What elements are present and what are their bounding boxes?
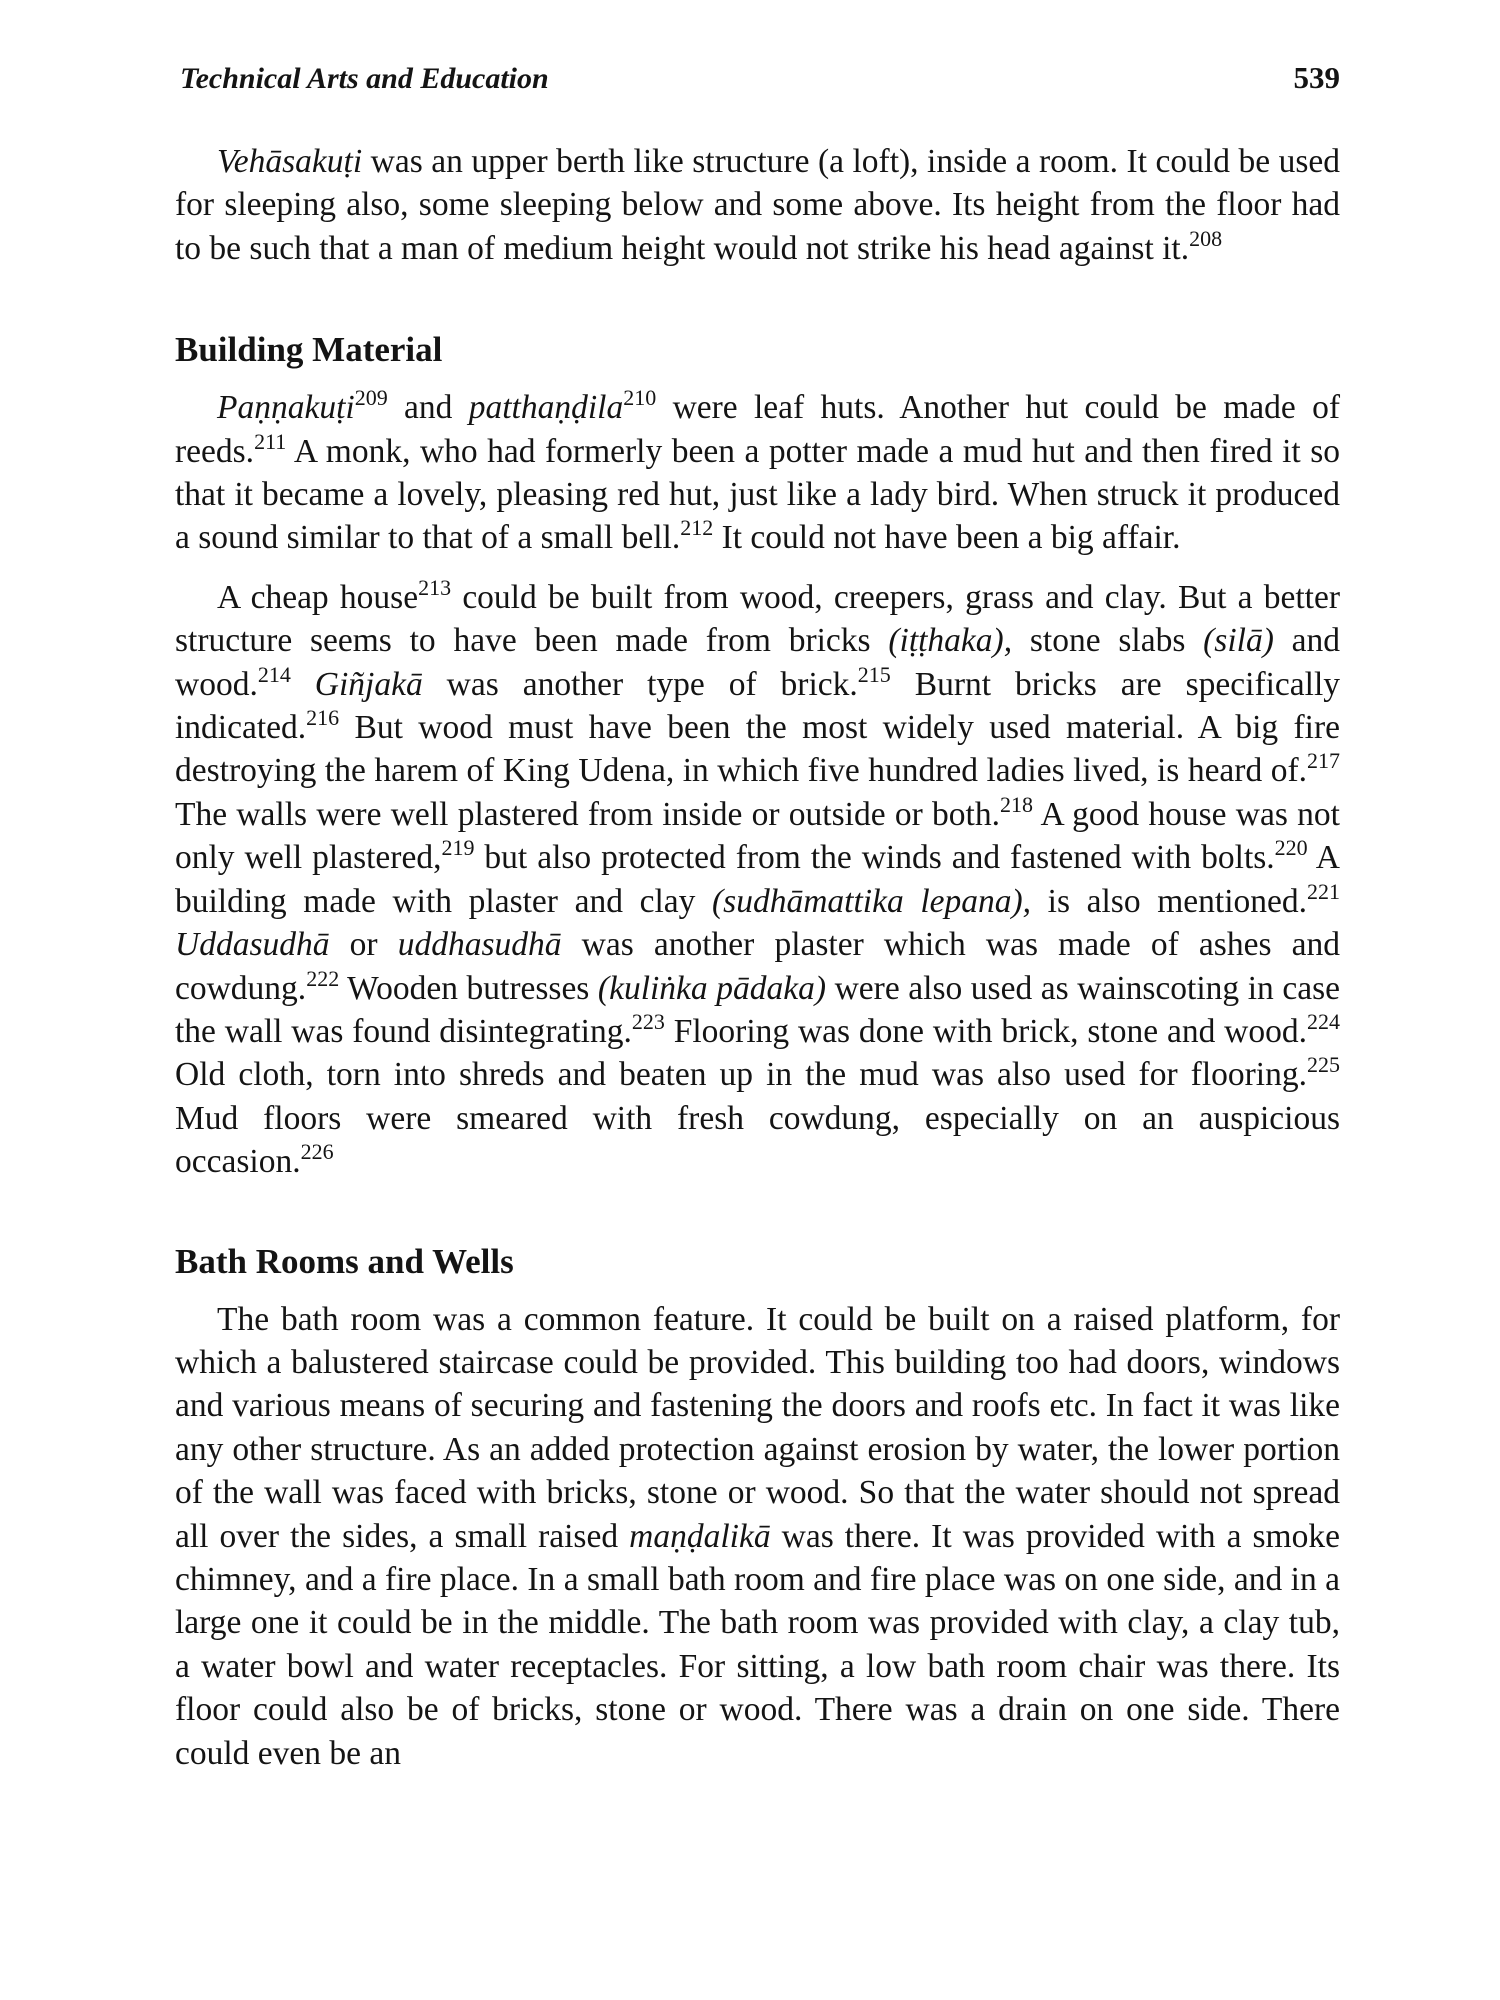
running-head xyxy=(180,60,1340,96)
text-run: It could not have been a big affair. xyxy=(713,519,1181,557)
footnote-ref: 220 xyxy=(1274,835,1308,861)
italic-term: uddhasudhā xyxy=(397,926,562,964)
footnote-ref: 222 xyxy=(306,965,340,991)
footnote-ref: 210 xyxy=(623,385,657,411)
footnote-ref: 225 xyxy=(1307,1052,1340,1078)
footnote-ref: 211 xyxy=(254,428,287,454)
text-run: was another type of brick. xyxy=(422,665,858,703)
text-run: was there. It was provided with a smoke chimney, and a fire place. In a small bath room and fire place was on one side, and in a large one it could be in the middle. The bath room was provided with clay, a clay tub, a water bowl and water receptacles. For sitting, a low bath room chair was there. Its floor could also be of bricks, stone or wood. There was a drain on one side. There could even be an xyxy=(175,1517,1340,1772)
text-run: but also protected from the winds and fastened with bolts. xyxy=(474,839,1275,877)
text-run: Flooring was done with brick, stone and wood. xyxy=(664,1012,1307,1050)
italic-term: (iṭṭhaka), xyxy=(888,622,1013,660)
footnote-ref: 215 xyxy=(857,661,891,687)
italic-term: Uddasudhā xyxy=(175,926,330,964)
page-number: 539 xyxy=(1293,60,1340,95)
footnote-ref: 226 xyxy=(300,1138,334,1164)
text-run: The bath room was a common feature. It could be built on a raised platform, for which a balustered staircase could be provided. This building too had doors, windows and various means of securing and fastening the doors and roofs etc. In fact it was like any other structure. As an added protection against erosion by water, the lower portion of the wall was faced with bricks, stone or wood. So that the water should not spread all over the sides, a small raised xyxy=(175,1300,1340,1555)
footnote-ref: 209 xyxy=(354,385,388,411)
page-body xyxy=(175,140,1340,1791)
footnote-ref: 208 xyxy=(1189,225,1223,251)
heading-bath-rooms-and-wells: Bath Rooms and Wells xyxy=(175,1241,514,1281)
footnote-ref: 223 xyxy=(631,1008,665,1034)
text-run: is also mentioned. xyxy=(1031,882,1308,920)
italic-term: (silā) xyxy=(1203,622,1274,660)
text-run: Mud floors were smeared with fresh cowdung, especially on an auspicious occasion. xyxy=(175,1099,1340,1181)
text-run: and xyxy=(387,389,469,427)
italic-term: Vehāsakuṭi xyxy=(217,143,363,180)
text-run: and wood. xyxy=(175,622,1341,703)
text-run: A building made with plaster and clay xyxy=(175,839,1340,920)
text-run: were leaf huts. Another hut could be made of reeds. xyxy=(175,389,1340,470)
paragraph-vehasakuti xyxy=(175,140,1340,270)
footnote-ref: 216 xyxy=(306,704,340,730)
italic-term: (kuliṅka pādaka) xyxy=(597,969,827,1007)
italic-term: (sudhāmattika lepana), xyxy=(712,882,1032,920)
text-run: could be built from wood, creepers, grass and clay. But a better structure seems to have been made from bricks xyxy=(175,578,1340,660)
text-run: The walls were well plastered from inside or outside or both. xyxy=(175,795,1000,833)
footnote-ref: 218 xyxy=(1000,791,1033,817)
footnote-ref: 224 xyxy=(1307,1008,1340,1034)
text-run: Burnt bricks are specifically indicated. xyxy=(175,665,1341,747)
footnote-ref: 212 xyxy=(680,515,714,541)
text-run: were also used as wainscoting in case the wall was found disintegrating. xyxy=(175,969,1340,1050)
text-run: was another plaster which was made of ashes and cowdung. xyxy=(175,926,1340,1007)
running-title: Technical Arts and Education xyxy=(180,62,549,95)
paragraph-cheap-house xyxy=(175,576,1340,1184)
text-run: Wooden butresses xyxy=(339,969,598,1007)
text-run: stone slabs xyxy=(1012,622,1204,660)
footnote-ref: 217 xyxy=(1307,748,1340,774)
footnote-ref: 221 xyxy=(1307,878,1341,904)
footnote-ref: 213 xyxy=(418,574,452,600)
text-run: A good house was not only well plastered, xyxy=(175,795,1340,877)
text-run: Old cloth, torn into shreds and beaten up in the mud was also used for flooring. xyxy=(175,1056,1307,1094)
text-run: A monk, who had formerly been a potter made a mud hut and then fired it so that it became a lovely, pleasing red hut, just like a lady bird. When struck it produced a sound similar to that of a small bell. xyxy=(175,432,1340,557)
text-run: was an upper berth like structure (a loft), inside a room. It could be used for sleeping also, some sleeping below and some above. Its height from the floor had to be such that a man of medium height would not strike his head against it. xyxy=(175,143,1340,267)
italic-term: maṇḍalikā xyxy=(629,1517,771,1555)
italic-term: Paṇṇakuṭi xyxy=(217,389,355,427)
footnote-ref: 214 xyxy=(257,661,291,687)
paragraph-bath-room xyxy=(175,1298,1340,1775)
text-run xyxy=(291,666,315,703)
italic-term: Giñjakā xyxy=(314,665,423,703)
text-run: or xyxy=(329,926,398,964)
text-run: But wood must have been the most widely used material. A big fire destroying the harem of King Udena, in which five hundred ladies lived, is heard of. xyxy=(175,709,1340,790)
heading-building-material: Building Material xyxy=(175,330,443,370)
footnote-ref: 219 xyxy=(441,835,475,861)
italic-term: patthaṇḍila xyxy=(468,389,624,427)
text-run: A cheap house xyxy=(217,578,419,616)
paragraph-leaf-huts xyxy=(175,386,1340,560)
